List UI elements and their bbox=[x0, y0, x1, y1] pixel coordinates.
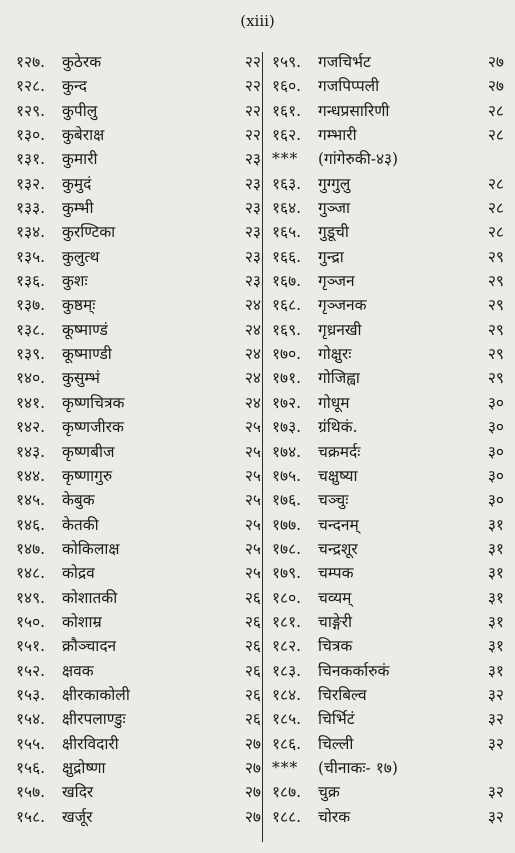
entry-name: गुन्द्रा bbox=[318, 247, 344, 266]
entry-page-number: २९ bbox=[487, 320, 504, 339]
entry-page-number: २५ bbox=[244, 418, 261, 437]
index-entry bbox=[272, 318, 504, 342]
entry-name: क्षीरविदारी bbox=[62, 734, 119, 753]
index-entry bbox=[16, 537, 261, 561]
entry-number: १५२. bbox=[16, 661, 46, 680]
entry-number: *** bbox=[272, 150, 299, 169]
index-entry bbox=[272, 513, 504, 537]
index-entry bbox=[16, 586, 261, 610]
entry-name: (चीनाकः- १७) bbox=[318, 758, 398, 777]
entry-page-number: २५ bbox=[244, 442, 261, 461]
index-entry bbox=[272, 391, 504, 415]
entry-name: कृष्णचित्रक bbox=[62, 393, 125, 412]
entry-page-number: २७ bbox=[487, 77, 504, 96]
entry-name: कुठेरक bbox=[62, 53, 102, 71]
entry-number: १६४. bbox=[272, 199, 302, 218]
entry-page-number: २८ bbox=[487, 174, 504, 193]
entry-page-number: २६ bbox=[244, 685, 261, 704]
entry-number: १२७. bbox=[16, 53, 46, 71]
index-entry bbox=[272, 269, 504, 293]
entry-page-number: ३२ bbox=[487, 807, 504, 826]
index-entry bbox=[272, 659, 504, 683]
entry-number: १४३. bbox=[16, 442, 46, 461]
index-entry bbox=[16, 780, 261, 804]
entry-page-number: २३ bbox=[244, 199, 261, 218]
entry-number: १८२. bbox=[272, 637, 302, 656]
entry-number: *** bbox=[272, 758, 299, 777]
index-entry bbox=[272, 683, 504, 707]
entry-number: १७९. bbox=[272, 564, 302, 583]
entry-page-number: ३० bbox=[487, 393, 504, 412]
entry-name: कुम्भी bbox=[62, 199, 94, 218]
entry-number: १६०. bbox=[272, 77, 302, 96]
entry-page-number: ३२ bbox=[487, 710, 504, 729]
index-entry bbox=[272, 561, 504, 585]
entry-name: गृञ्जन bbox=[318, 272, 355, 291]
entry-page-number: २७ bbox=[244, 734, 261, 753]
entry-number: १५६. bbox=[16, 758, 46, 777]
entry-number: १८४. bbox=[272, 685, 302, 704]
entry-name: कुन्द bbox=[62, 77, 87, 96]
entry-name: चुक्र bbox=[318, 783, 340, 802]
entry-name: खदिर bbox=[62, 783, 94, 802]
entry-number: १७३. bbox=[272, 418, 302, 437]
entry-number: १६७. bbox=[272, 272, 302, 291]
index-entry bbox=[272, 220, 504, 244]
index-entry bbox=[16, 610, 261, 634]
entry-number: १४८. bbox=[16, 564, 46, 583]
entry-page-number: २३ bbox=[244, 272, 261, 291]
index-entry bbox=[272, 245, 504, 269]
entry-number: १२९. bbox=[16, 101, 46, 120]
index-entry bbox=[16, 147, 261, 171]
entry-number: १३८. bbox=[16, 320, 46, 339]
entry-name: चक्रमर्दः bbox=[318, 442, 361, 461]
entry-number: १४५. bbox=[16, 491, 46, 510]
entry-page-number: ३१ bbox=[487, 661, 504, 680]
entry-name: चोरक bbox=[318, 807, 351, 826]
entry-page-number: २४ bbox=[244, 345, 261, 364]
entry-number: १३२. bbox=[16, 174, 46, 193]
index-entry bbox=[16, 513, 261, 537]
entry-name: गृञ्जनक bbox=[318, 296, 367, 315]
entry-number: १७०. bbox=[272, 345, 302, 364]
entry-name: गम्भारी bbox=[318, 126, 357, 145]
entry-page-number: २९ bbox=[487, 272, 504, 291]
entry-number: १८८. bbox=[272, 807, 302, 826]
entry-name: चञ्चुः bbox=[318, 491, 349, 510]
index-entry bbox=[16, 318, 261, 342]
entry-name: कुमारी bbox=[62, 150, 98, 169]
entry-number: १५३. bbox=[16, 685, 46, 704]
entry-page-number: २३ bbox=[244, 150, 261, 169]
index-entry bbox=[16, 805, 261, 829]
entry-number: १३४. bbox=[16, 223, 46, 242]
index-entry bbox=[16, 220, 261, 244]
entry-page-number: २८ bbox=[487, 126, 504, 145]
entry-name: चिल्ली bbox=[318, 734, 354, 753]
entry-name: गुग्गुलु bbox=[318, 174, 351, 193]
entry-name: गजचिर्भट bbox=[318, 53, 371, 71]
index-entry bbox=[272, 707, 504, 731]
index-entry bbox=[272, 586, 504, 610]
entry-number: १५८. bbox=[16, 807, 46, 826]
entry-number: १६९. bbox=[272, 320, 302, 339]
entry-name: चव्यम् bbox=[318, 588, 352, 607]
entry-number: १५५. bbox=[16, 734, 46, 753]
index-entry bbox=[272, 50, 504, 74]
entry-number: १७५. bbox=[272, 466, 302, 485]
index-entry bbox=[272, 293, 504, 317]
index-entry bbox=[16, 366, 261, 390]
index-entry bbox=[16, 634, 261, 658]
entry-name: कृष्णबीज bbox=[62, 442, 115, 461]
entry-number: १५०. bbox=[16, 612, 46, 631]
entry-page-number: ३१ bbox=[487, 515, 504, 534]
entry-name: चाङ्गेरी bbox=[318, 612, 353, 631]
entry-number: १४०. bbox=[16, 369, 46, 388]
index-entry bbox=[272, 172, 504, 196]
entry-page-number: २७ bbox=[487, 53, 504, 71]
index-entry bbox=[16, 440, 261, 464]
entry-page-number: २२ bbox=[244, 101, 261, 120]
entry-name: कुरण्टिका bbox=[62, 223, 116, 242]
entry-name: कोशाम्र bbox=[62, 612, 102, 631]
entry-name: क्रौञ्चादन bbox=[62, 637, 117, 656]
entry-page-number: २५ bbox=[244, 564, 261, 583]
entry-number: १५१. bbox=[16, 637, 46, 656]
entry-name: केबुक bbox=[62, 491, 95, 510]
entry-number: १५४. bbox=[16, 710, 46, 729]
entry-page-number: ३१ bbox=[487, 637, 504, 656]
entry-number: १७८. bbox=[272, 539, 302, 558]
entry-page-number: ३१ bbox=[487, 588, 504, 607]
index-entry bbox=[16, 293, 261, 317]
index-entry bbox=[16, 50, 261, 74]
index-entry bbox=[16, 707, 261, 731]
entry-name: क्षवक bbox=[62, 661, 94, 680]
entry-page-number: २६ bbox=[244, 710, 261, 729]
entry-page-number: २५ bbox=[244, 539, 261, 558]
entry-page-number: ३२ bbox=[487, 783, 504, 802]
entry-name: कुसुम्भं bbox=[62, 369, 100, 388]
page-number-header: (xiii) bbox=[240, 12, 275, 30]
index-entry bbox=[272, 366, 504, 390]
index-entry bbox=[272, 732, 504, 756]
entry-page-number: २६ bbox=[244, 612, 261, 631]
index-entry bbox=[272, 342, 504, 366]
entry-name: कृष्णागुरु bbox=[62, 466, 113, 485]
entry-page-number: २४ bbox=[244, 369, 261, 388]
entry-number: १७४. bbox=[272, 442, 302, 461]
entry-name: क्षीरकाकोली bbox=[62, 685, 130, 704]
entry-page-number: २३ bbox=[244, 174, 261, 193]
entry-page-number: २५ bbox=[244, 491, 261, 510]
entry-number: १४७. bbox=[16, 539, 46, 558]
entry-name: गोजिह्वा bbox=[318, 369, 360, 388]
entry-number: १२८. bbox=[16, 77, 46, 96]
index-entry bbox=[272, 99, 504, 123]
entry-number: १६६. bbox=[272, 247, 302, 266]
index-note-row bbox=[272, 756, 504, 780]
entry-name: कृष्णजीरक bbox=[62, 418, 124, 437]
entry-number: १४९. bbox=[16, 588, 46, 607]
entry-number: १३६. bbox=[16, 272, 46, 291]
entry-name: कूष्माण्डी bbox=[62, 345, 112, 364]
entry-page-number: २९ bbox=[487, 296, 504, 315]
entry-number: १७७. bbox=[272, 515, 302, 534]
index-column-left bbox=[16, 50, 261, 829]
entry-number: १८३. bbox=[272, 661, 302, 680]
entry-page-number: ३१ bbox=[487, 612, 504, 631]
entry-name: कोद्रव bbox=[62, 564, 95, 583]
index-entry bbox=[16, 196, 261, 220]
entry-name: चम्पक bbox=[318, 564, 354, 583]
entry-page-number: ३० bbox=[487, 491, 504, 510]
index-entry bbox=[272, 464, 504, 488]
index-entry bbox=[16, 391, 261, 415]
index-entry bbox=[272, 440, 504, 464]
entry-number: १६८. bbox=[272, 296, 302, 315]
index-column-right bbox=[272, 50, 504, 829]
entry-name: गजपिप्पली bbox=[318, 77, 380, 96]
entry-page-number: ३२ bbox=[487, 685, 504, 704]
entry-page-number: २७ bbox=[244, 807, 261, 826]
entry-name: ग्रंथिकं. bbox=[318, 418, 358, 437]
entry-name: कुपीलु bbox=[62, 101, 98, 120]
entry-name: चिरबिल्व bbox=[318, 685, 367, 704]
entry-name: गन्धप्रसारिणी bbox=[318, 101, 390, 120]
entry-page-number: २६ bbox=[244, 661, 261, 680]
entry-page-number: ३२ bbox=[487, 734, 504, 753]
index-entry bbox=[16, 488, 261, 512]
index-entry bbox=[272, 805, 504, 829]
index-entry bbox=[16, 99, 261, 123]
entry-name: क्षीरपलाण्डुः bbox=[62, 710, 126, 729]
entry-number: १५७. bbox=[16, 783, 46, 802]
index-entry bbox=[16, 245, 261, 269]
entry-number: १३०. bbox=[16, 126, 46, 145]
entry-page-number: २८ bbox=[487, 199, 504, 218]
index-entry bbox=[272, 123, 504, 147]
index-entry bbox=[272, 196, 504, 220]
entry-number: १८७. bbox=[272, 783, 302, 802]
entry-name: चित्रक bbox=[318, 637, 353, 656]
entry-page-number: २७ bbox=[244, 783, 261, 802]
entry-number: १३१. bbox=[16, 150, 46, 169]
entry-name: गुञ्जा bbox=[318, 199, 350, 218]
entry-page-number: ३० bbox=[487, 418, 504, 437]
entry-name: चिनकर्कारुकं bbox=[318, 661, 390, 680]
index-entry bbox=[16, 659, 261, 683]
entry-name: गुडूची bbox=[318, 223, 349, 242]
entry-name: कुमुदं bbox=[62, 174, 92, 193]
entry-name: क्षुद्रोष्णा bbox=[62, 758, 106, 777]
entry-page-number: ३० bbox=[487, 466, 504, 485]
index-entry bbox=[16, 683, 261, 707]
entry-number: १४४. bbox=[16, 466, 46, 485]
index-entry bbox=[16, 732, 261, 756]
entry-number: १८१. bbox=[272, 612, 302, 631]
entry-number: १८५. bbox=[272, 710, 302, 729]
entry-name: कूष्माण्डं bbox=[62, 320, 108, 339]
entry-number: १८६. bbox=[272, 734, 302, 753]
index-entry bbox=[16, 464, 261, 488]
entry-page-number: २६ bbox=[244, 637, 261, 656]
entry-page-number: २२ bbox=[244, 126, 261, 145]
entry-number: १५९. bbox=[272, 53, 302, 71]
entry-number: १८०. bbox=[272, 588, 302, 607]
index-entry bbox=[272, 634, 504, 658]
entry-name: गोधूम bbox=[318, 393, 350, 412]
index-entry bbox=[16, 561, 261, 585]
index-entry bbox=[16, 74, 261, 98]
index-note-row bbox=[272, 147, 504, 171]
entry-name: कोकिलाक्ष bbox=[62, 539, 120, 558]
entry-page-number: ३० bbox=[487, 442, 504, 461]
entry-page-number: २४ bbox=[244, 296, 261, 315]
entry-name: कुशः bbox=[62, 272, 88, 291]
entry-number: १७२. bbox=[272, 393, 302, 412]
index-entry bbox=[272, 415, 504, 439]
entry-name: कुष्ठम्ः bbox=[62, 296, 96, 315]
entry-page-number: २४ bbox=[244, 393, 261, 412]
index-entry bbox=[16, 123, 261, 147]
index-entry bbox=[272, 610, 504, 634]
entry-page-number: २६ bbox=[244, 588, 261, 607]
entry-number: १६१. bbox=[272, 101, 302, 120]
entry-name: खर्जूर bbox=[62, 807, 93, 826]
index-entry bbox=[16, 342, 261, 366]
entry-number: १४२. bbox=[16, 418, 46, 437]
entry-name: चन्दनम् bbox=[318, 515, 359, 534]
entry-name: गोक्षुरः bbox=[318, 345, 352, 364]
entry-name: चक्षुष्या bbox=[318, 466, 358, 485]
entry-page-number: २८ bbox=[487, 101, 504, 120]
entry-page-number: २९ bbox=[487, 247, 504, 266]
index-entry bbox=[16, 415, 261, 439]
entry-page-number: २२ bbox=[244, 77, 261, 96]
entry-number: १३९. bbox=[16, 345, 46, 364]
entry-number: १३७. bbox=[16, 296, 46, 315]
entry-page-number: ३१ bbox=[487, 539, 504, 558]
entry-name: कुलुत्थ bbox=[62, 247, 100, 266]
index-entry bbox=[272, 488, 504, 512]
entry-page-number: २४ bbox=[244, 320, 261, 339]
entry-page-number: २९ bbox=[487, 345, 504, 364]
entry-number: १६२. bbox=[272, 126, 302, 145]
entry-page-number: २८ bbox=[487, 223, 504, 242]
entry-page-number: २५ bbox=[244, 466, 261, 485]
entry-page-number: २२ bbox=[244, 53, 261, 71]
entry-name: गृध्रनखी bbox=[318, 320, 362, 339]
entry-name: कोशातकी bbox=[62, 588, 118, 607]
index-entry bbox=[272, 537, 504, 561]
entry-name: (गांगेरुकी-४३) bbox=[318, 150, 399, 169]
entry-number: १३५. bbox=[16, 247, 46, 266]
entry-number: १७१. bbox=[272, 369, 302, 388]
index-entry bbox=[16, 756, 261, 780]
index-entry bbox=[272, 780, 504, 804]
entry-name: केतकी bbox=[62, 515, 99, 534]
entry-number: १७६. bbox=[272, 491, 302, 510]
entry-number: १६३. bbox=[272, 174, 302, 193]
entry-page-number: २९ bbox=[487, 369, 504, 388]
entry-page-number: २५ bbox=[244, 515, 261, 534]
entry-number: १४१. bbox=[16, 393, 46, 412]
entry-number: १६५. bbox=[272, 223, 302, 242]
index-entry bbox=[272, 74, 504, 98]
index-entry bbox=[16, 172, 261, 196]
entry-page-number: ३१ bbox=[487, 564, 504, 583]
entry-name: चन्द्रशूर bbox=[318, 539, 358, 558]
entry-page-number: २३ bbox=[244, 223, 261, 242]
column-divider bbox=[262, 52, 263, 842]
index-entry bbox=[16, 269, 261, 293]
entry-number: १३३. bbox=[16, 199, 46, 218]
entry-name: कुबेराक्ष bbox=[62, 126, 105, 145]
entry-page-number: २७ bbox=[244, 758, 261, 777]
entry-number: १४६. bbox=[16, 515, 46, 534]
entry-page-number: २३ bbox=[244, 247, 261, 266]
entry-name: चिर्भिटं bbox=[318, 710, 355, 729]
